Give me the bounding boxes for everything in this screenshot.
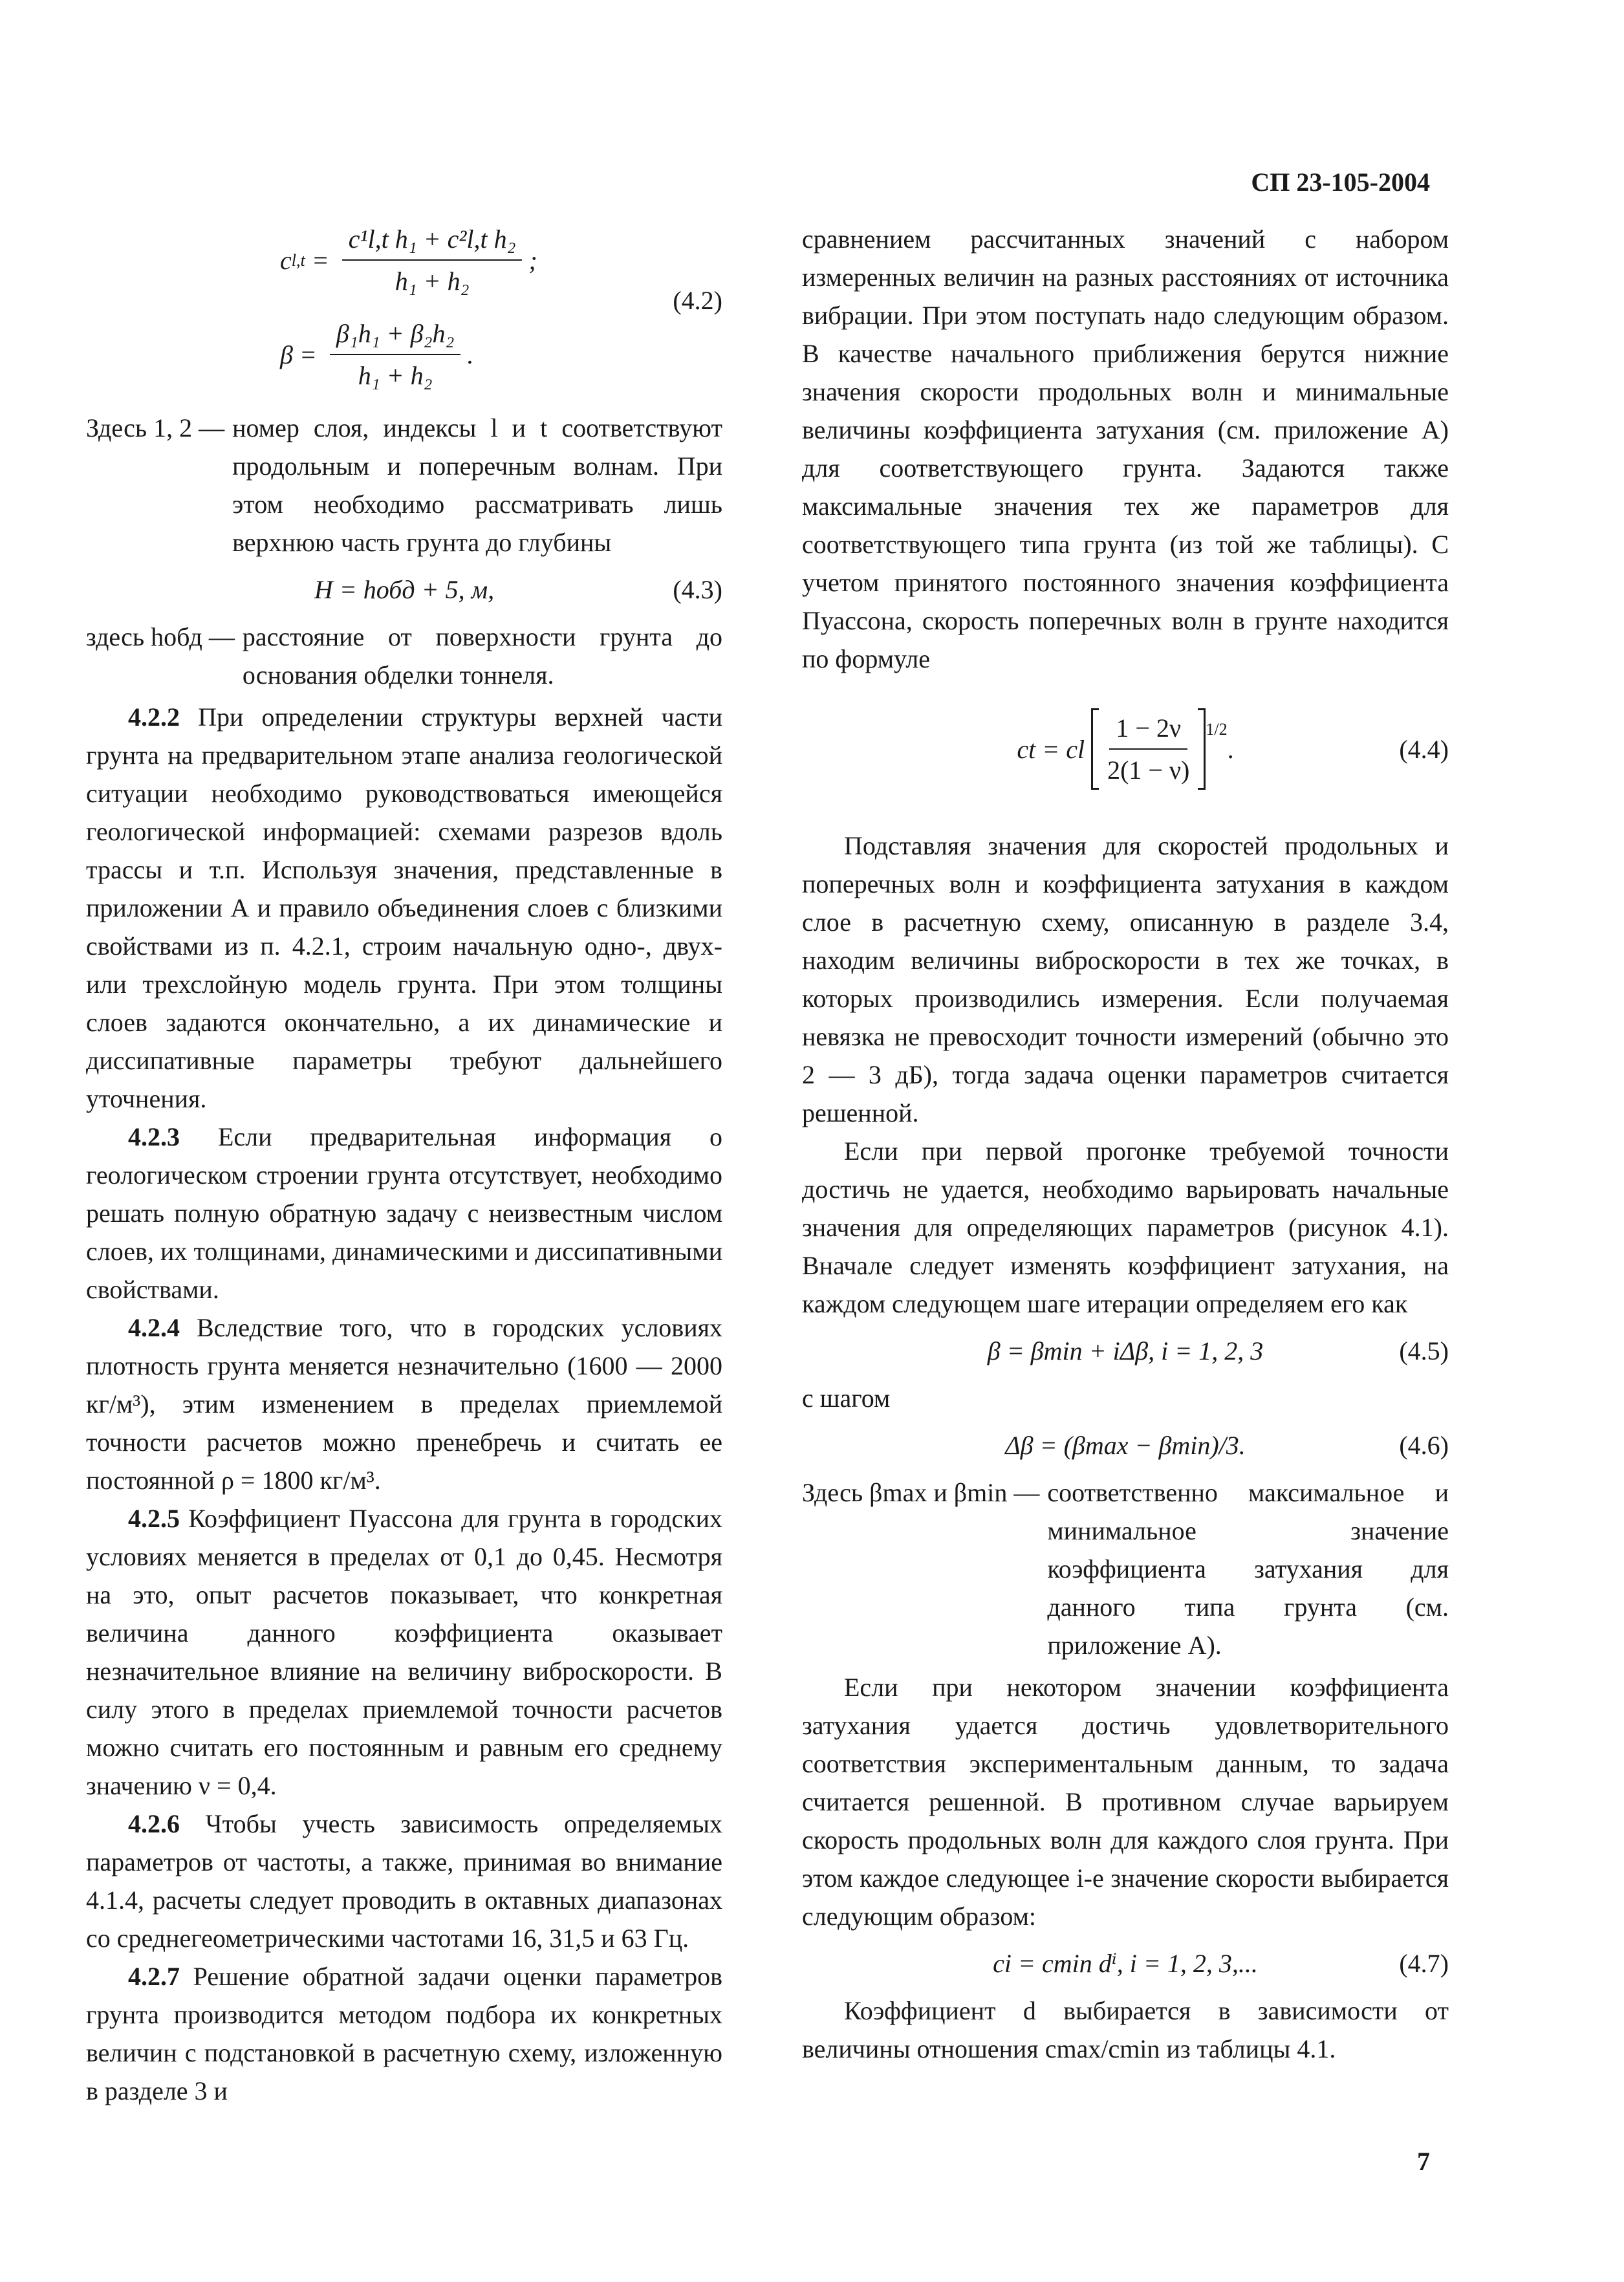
formula-4-2 — [86, 220, 722, 395]
legend-layer-index: Здесь 1, 2 — номер слоя, индексы l и t соответствуют продольным и поперечным волнам. При этом необходимо рассматривать лишь верхнюю часть грунта до глубины — [86, 413, 722, 557]
paragraph-4-2-3: 4.2.3 Если предварительная информация о геологическом строении грунта отсутствует, необходимо решать полную обратную задачу с неизвестным числом слоев, их толщинами, динамическими и диссипативными свойствами. — [86, 1122, 722, 1304]
equation-number-4-4: (4.4) — [1399, 734, 1449, 764]
equation-number-4-3: (4.3) — [673, 575, 722, 604]
equation-number-4-6: (4.6) — [1399, 1431, 1449, 1460]
equation-number-4-2: (4.2) — [673, 286, 722, 315]
formula-4-2-denominator-2: h₁ + h₂ — [358, 361, 433, 390]
page-number: 7 — [1417, 2147, 1430, 2176]
equation-number-4-7: (4.7) — [1399, 1949, 1449, 1978]
paragraph-substitute: Подставляя значения для скоростей продольных и поперечных волн и коэффициента затухания в каждом слое в расчетную схему, описанную в разделе 3.4, находим величины виброскорости в тех же точках, в которых производились измерения. Если получаемая невязка не превосходит точности измерений (обычно это 2 — 3 дБ), тогда задача оценки параметров считается решенной. — [802, 831, 1449, 1127]
paragraph-coefficient-d: Коэффициент d выбирается в зависимости от величины отношения cmax/cmin из таблицы 4.1. — [802, 1996, 1449, 2063]
equation-number-4-5: (4.5) — [1399, 1336, 1449, 1365]
left-column — [86, 220, 722, 2110]
formula-4-6: Δβ = (βmax − βmin)/3. (4.6) — [802, 1426, 1449, 1464]
formula-4-2-numerator-2: β₁h₁ + β₂h₂ — [330, 314, 460, 355]
paragraph-continuation: сравнением рассчитанных значений с набором измеренных величин на разных расстояниях от источника вибрации. При этом поступать надо следующим образом. В качестве начального приближения берутся нижние значения скорости продольных волн и минимальные величины коэффициента затухания (см. приложение А) для соответствующего грунта. Задаются также максимальные значения тех же параметров для соответствующего типа грунта (из той же таблицы). С учетом принятого постоянного значения коэффициента Пуассона, скорость поперечных волн в грунте находится по формуле — [802, 224, 1449, 673]
paragraph-coefficient: Если при некотором значении коэффициента затухания удается достичь удовлетворительного соответствия экспериментальным данным, то задача считается решенной. В противном случае варьируем скорость продольных волн для каждого слоя грунта. При этом каждое следующее i-е значение скорости выбирается следующим образом: — [802, 1673, 1449, 1931]
formula-4-2-line1: c l,t = $\frac{\text{c¹l,t h₁ + c²l,t h₂}}{\text{h₁ + h₂}}$ ; — [280, 220, 537, 300]
legend-beta: Здесь βmax и βmin — соответственно максимальное и минимальное значение коэффициента затухания для данного типа грунта (см. приложение А). — [802, 1478, 1449, 1660]
right-column — [802, 220, 1449, 2068]
with-step-text: с шагом — [802, 1384, 891, 1413]
formula-4-2-line2: β = $\frac{\text{β₁h₁ + β₂h₂}}{\text{h₁ + h₂}}$ . — [280, 314, 473, 395]
paragraph-4-2-7: 4.2.7 Решение обратной задачи оценки параметров грунта производится методом подбора их конкретных величин с подстановкой в расчетную схему, изложенную в разделе 3 и — [86, 1962, 722, 2105]
formula-4-7: ci = cmin dⁱ, i = 1, 2, 3,... (4.7) — [802, 1944, 1449, 1983]
formula-4-2-numerator-1: c¹l,t h₁ + c²l,t h₂ — [342, 220, 523, 261]
document-code: СП 23-105-2004 — [1251, 168, 1430, 197]
formula-4-3: H = hобд + 5, м, (4.3) — [86, 570, 722, 609]
formula-4-4: ct = cl $\frac{1 - 2\nu}{2(1 - \nu)}$ $^{1/2}$ . (4.4) — [802, 710, 1449, 788]
paragraph-first-run: Если при первой прогонке требуемой точности достичь не удается, необходимо варьировать начальные значения для определяющих параметров (рисунок 4.1). Вначале следует изменять коэффициент затухания, на каждом следующем шаге итерации определяем его как — [802, 1136, 1449, 1318]
legend-hobd: здесь hобд — расстояние от поверхности грунта до основания обделки тоннеля. — [86, 622, 722, 690]
paragraph-4-2-5: 4.2.5 Коэффициент Пуассона для грунта в городских условиях меняется в пределах от 0,1 до 0,45. Несмотря на это, опыт расчетов показывает, что конкретная величина данного коэффициента оказывает незначительное влияние на величину виброскорости. В силу этого в пределах приемлемой точности расчетов можно считать его постоянным и равным его среднему значению ν = 0,4. — [86, 1504, 722, 1800]
paragraph-4-2-4: 4.2.4 Вследствие того, что в городских условиях плотность грунта меняется незначительно (1600 — 2000 кг/м³), этим изменением в пределах приемлемой точности расчетов можно пренебречь и считать ее постоянной ρ = 1800 кг/м³. — [86, 1313, 722, 1495]
paragraph-4-2-6: 4.2.6 Чтобы учесть зависимость определяемых параметров от частоты, а также, принимая во внимание 4.1.4, расчеты следует проводить в октавных диапазонах со среднегеометрическими частотами 16, 31,5 и 63 Гц. — [86, 1809, 722, 1953]
formula-4-5: β = βmin + iΔβ, i = 1, 2, 3 (4.5) — [802, 1332, 1449, 1370]
formula-4-2-denominator-1: h₁ + h₂ — [395, 266, 470, 296]
formula-4-4-bracket: $\frac{1 - 2\nu}{2(1 - \nu)}$ — [1091, 710, 1206, 788]
paragraph-4-2-2: 4.2.2 При определении структуры верхней части грунта на предварительном этапе анализа геологической ситуации необходимо руководствоваться имеющейся геологической информацией: схемами разрезов вдоль трассы и т.п. Используя значения, представленные в приложении А и правило объединения слоев с близкими свойствами из п. 4.2.1, строим начальную одно-, двух- или трехслойную модель грунта. При этом толщины слоев задаются окончательно, а их динамические и диссипативные параметры требуют дальнейшего уточнения. — [86, 702, 722, 1113]
